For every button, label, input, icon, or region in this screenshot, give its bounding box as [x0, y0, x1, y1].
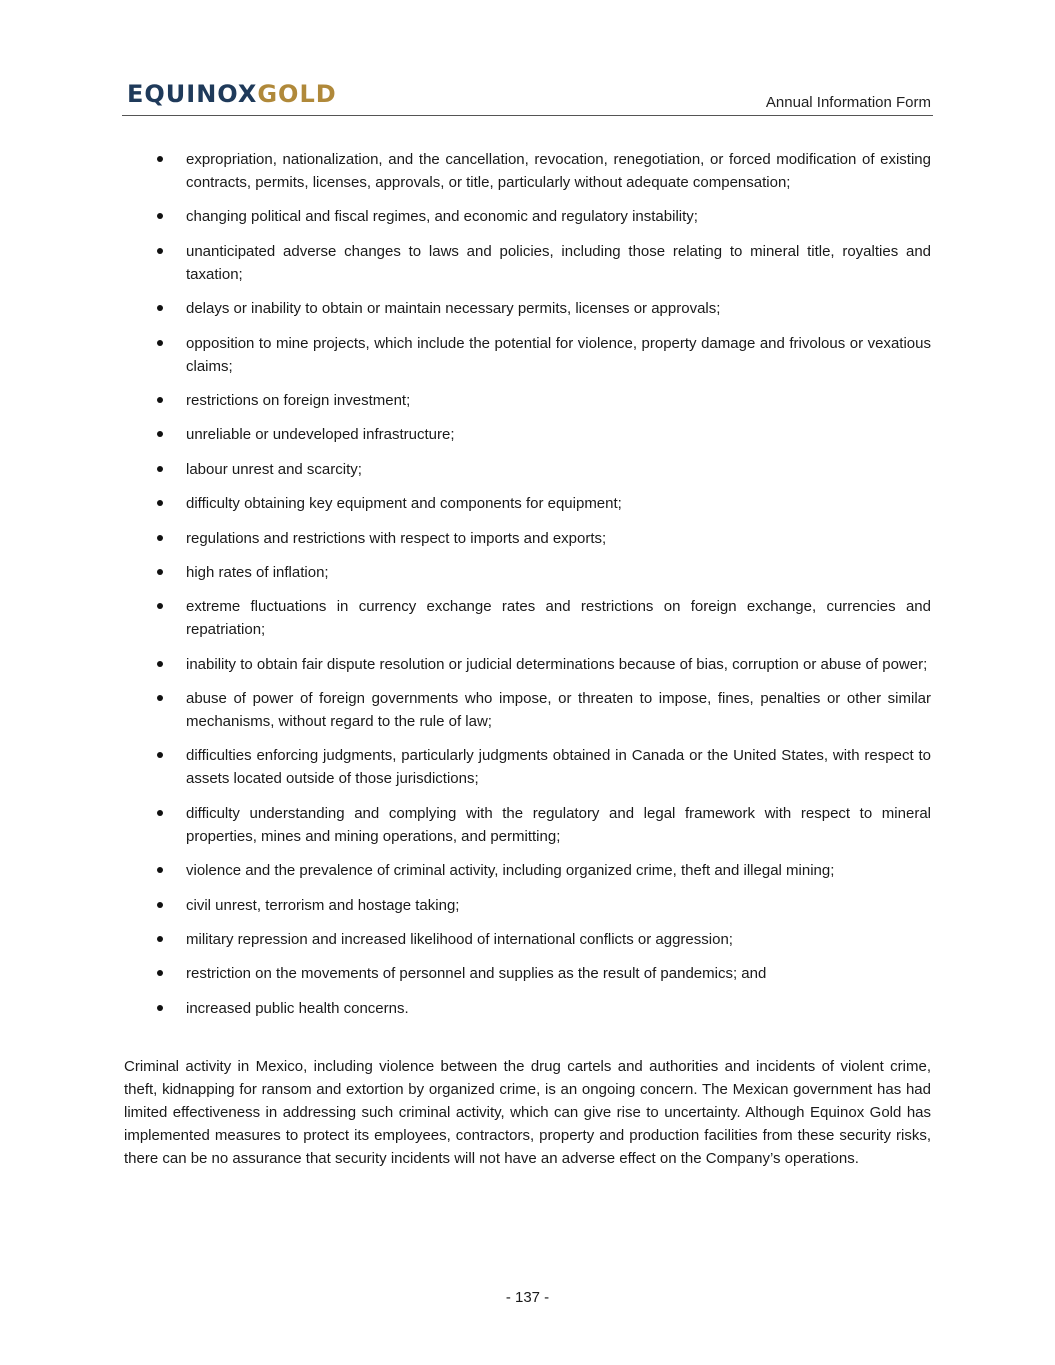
- list-item: [124, 802, 931, 848]
- logo-text-equinox: EQUINOX: [127, 80, 258, 108]
- list-item-text: difficulty obtaining key equipment and components for equipment;: [186, 495, 622, 513]
- bullet-icon: [157, 603, 163, 609]
- list-item: [124, 962, 931, 985]
- list-item: [124, 332, 931, 378]
- list-item: [124, 653, 931, 676]
- list-item: [124, 595, 931, 641]
- list-item: [124, 492, 931, 515]
- list-item-text: abuse of power of foreign governments who impose, or threaten to impose, fines, penalties or other similar mechanisms, without regard to the rule of law;: [186, 690, 931, 731]
- list-item-text: high rates of inflation;: [186, 563, 329, 581]
- bullet-icon: [157, 156, 163, 162]
- list-item-text: restriction on the movements of personnel and supplies as the result of pandemics; and: [186, 965, 767, 983]
- bullet-icon: [157, 500, 163, 506]
- list-item-text: opposition to mine projects, which include the potential for violence, property damage and frivolous or vexatious claims;: [186, 334, 931, 375]
- page-number: - 137 -: [505, 1289, 550, 1306]
- list-item-text: military repression and increased likelihood of international conflicts or aggression;: [186, 931, 733, 949]
- list-item: [124, 458, 931, 481]
- list-item: [124, 527, 931, 550]
- list-item: [124, 744, 931, 790]
- list-item: [124, 423, 931, 446]
- bullet-icon: [157, 431, 163, 437]
- list-item-text: increased public health concerns.: [186, 999, 409, 1017]
- list-item-text: difficulties enforcing judgments, particularly judgments obtained in Canada or the United States, with respect to assets located outside of those jurisdictions;: [186, 747, 931, 788]
- bullet-icon: [157, 810, 163, 816]
- bullet-icon: [157, 248, 163, 254]
- list-item-text: changing political and fiscal regimes, and economic and regulatory instability;: [186, 208, 698, 226]
- bullet-icon: [157, 466, 163, 472]
- bullet-icon: [157, 902, 163, 908]
- bullet-icon: [157, 695, 163, 701]
- document-title: Annual Information Form: [765, 94, 931, 111]
- header-divider: [122, 115, 933, 116]
- list-item: [124, 687, 931, 733]
- bullet-icon: [157, 752, 163, 758]
- bullet-icon: [157, 970, 163, 976]
- list-item-text: civil unrest, terrorism and hostage taking;: [186, 896, 460, 914]
- company-logo: [127, 80, 337, 108]
- list-item-text: regulations and restrictions with respect to imports and exports;: [186, 529, 607, 547]
- bullet-icon: [157, 340, 163, 346]
- list-item-text: restrictions on foreign investment;: [186, 391, 411, 409]
- risk-bullet-list: [124, 148, 931, 1031]
- list-item: [124, 928, 931, 951]
- logo-text-gold: GOLD: [257, 80, 337, 108]
- body-paragraph: Criminal activity in Mexico, including violence between the drug cartels and authorities and incidents of violent crime, theft, kidnapping for ransom and extortion by organized crime, is an ongoing concern. The Mexican government has had limited effectiveness in addressing such criminal activity, which can give rise to uncertainty. Although Equinox Gold has implemented measures to protect its employees, contractors, property and production facilities from these security risks, there can be no assurance that security incidents will not have an adverse effect on the Company’s operations.: [124, 1058, 931, 1167]
- bullet-icon: [157, 867, 163, 873]
- list-item: [124, 894, 931, 917]
- list-item-text: inability to obtain fair dispute resolution or judicial determinations because of bias, corruption or abuse of power;: [186, 655, 928, 673]
- list-item-text: delays or inability to obtain or maintain necessary permits, licenses or approvals;: [186, 300, 721, 318]
- list-item-text: unanticipated adverse changes to laws and policies, including those relating to mineral title, royalties and taxation;: [186, 242, 931, 283]
- list-item: [124, 997, 931, 1020]
- list-item: [124, 561, 931, 584]
- list-item: [124, 205, 931, 228]
- bullet-icon: [157, 535, 163, 541]
- bullet-icon: [157, 661, 163, 667]
- list-item: [124, 389, 931, 412]
- bullet-icon: [157, 936, 163, 942]
- list-item: [124, 240, 931, 286]
- bullet-icon: [157, 1005, 163, 1011]
- list-item-text: extreme fluctuations in currency exchange rates and restrictions on foreign exchange, currencies and repatriation;: [186, 598, 931, 639]
- bullet-icon: [157, 305, 163, 311]
- list-item: [124, 297, 931, 320]
- list-item-text: violence and the prevalence of criminal activity, including organized crime, theft and illegal mining;: [186, 862, 835, 880]
- bullet-icon: [157, 569, 163, 575]
- list-item-text: unreliable or undeveloped infrastructure;: [186, 426, 455, 444]
- bullet-icon: [157, 213, 163, 219]
- list-item: [124, 859, 931, 882]
- list-item-text: labour unrest and scarcity;: [186, 460, 362, 478]
- bullet-icon: [157, 397, 163, 403]
- list-item-text: difficulty understanding and complying with the regulatory and legal framework with respect to mineral properties, mines and mining operations, and permitting;: [186, 804, 931, 845]
- list-item: [124, 148, 931, 194]
- list-item-text: expropriation, nationalization, and the cancellation, revocation, renegotiation, or forced modification of existing contracts, permits, licenses, approvals, or title, particularly without adequate compensation;: [186, 151, 931, 191]
